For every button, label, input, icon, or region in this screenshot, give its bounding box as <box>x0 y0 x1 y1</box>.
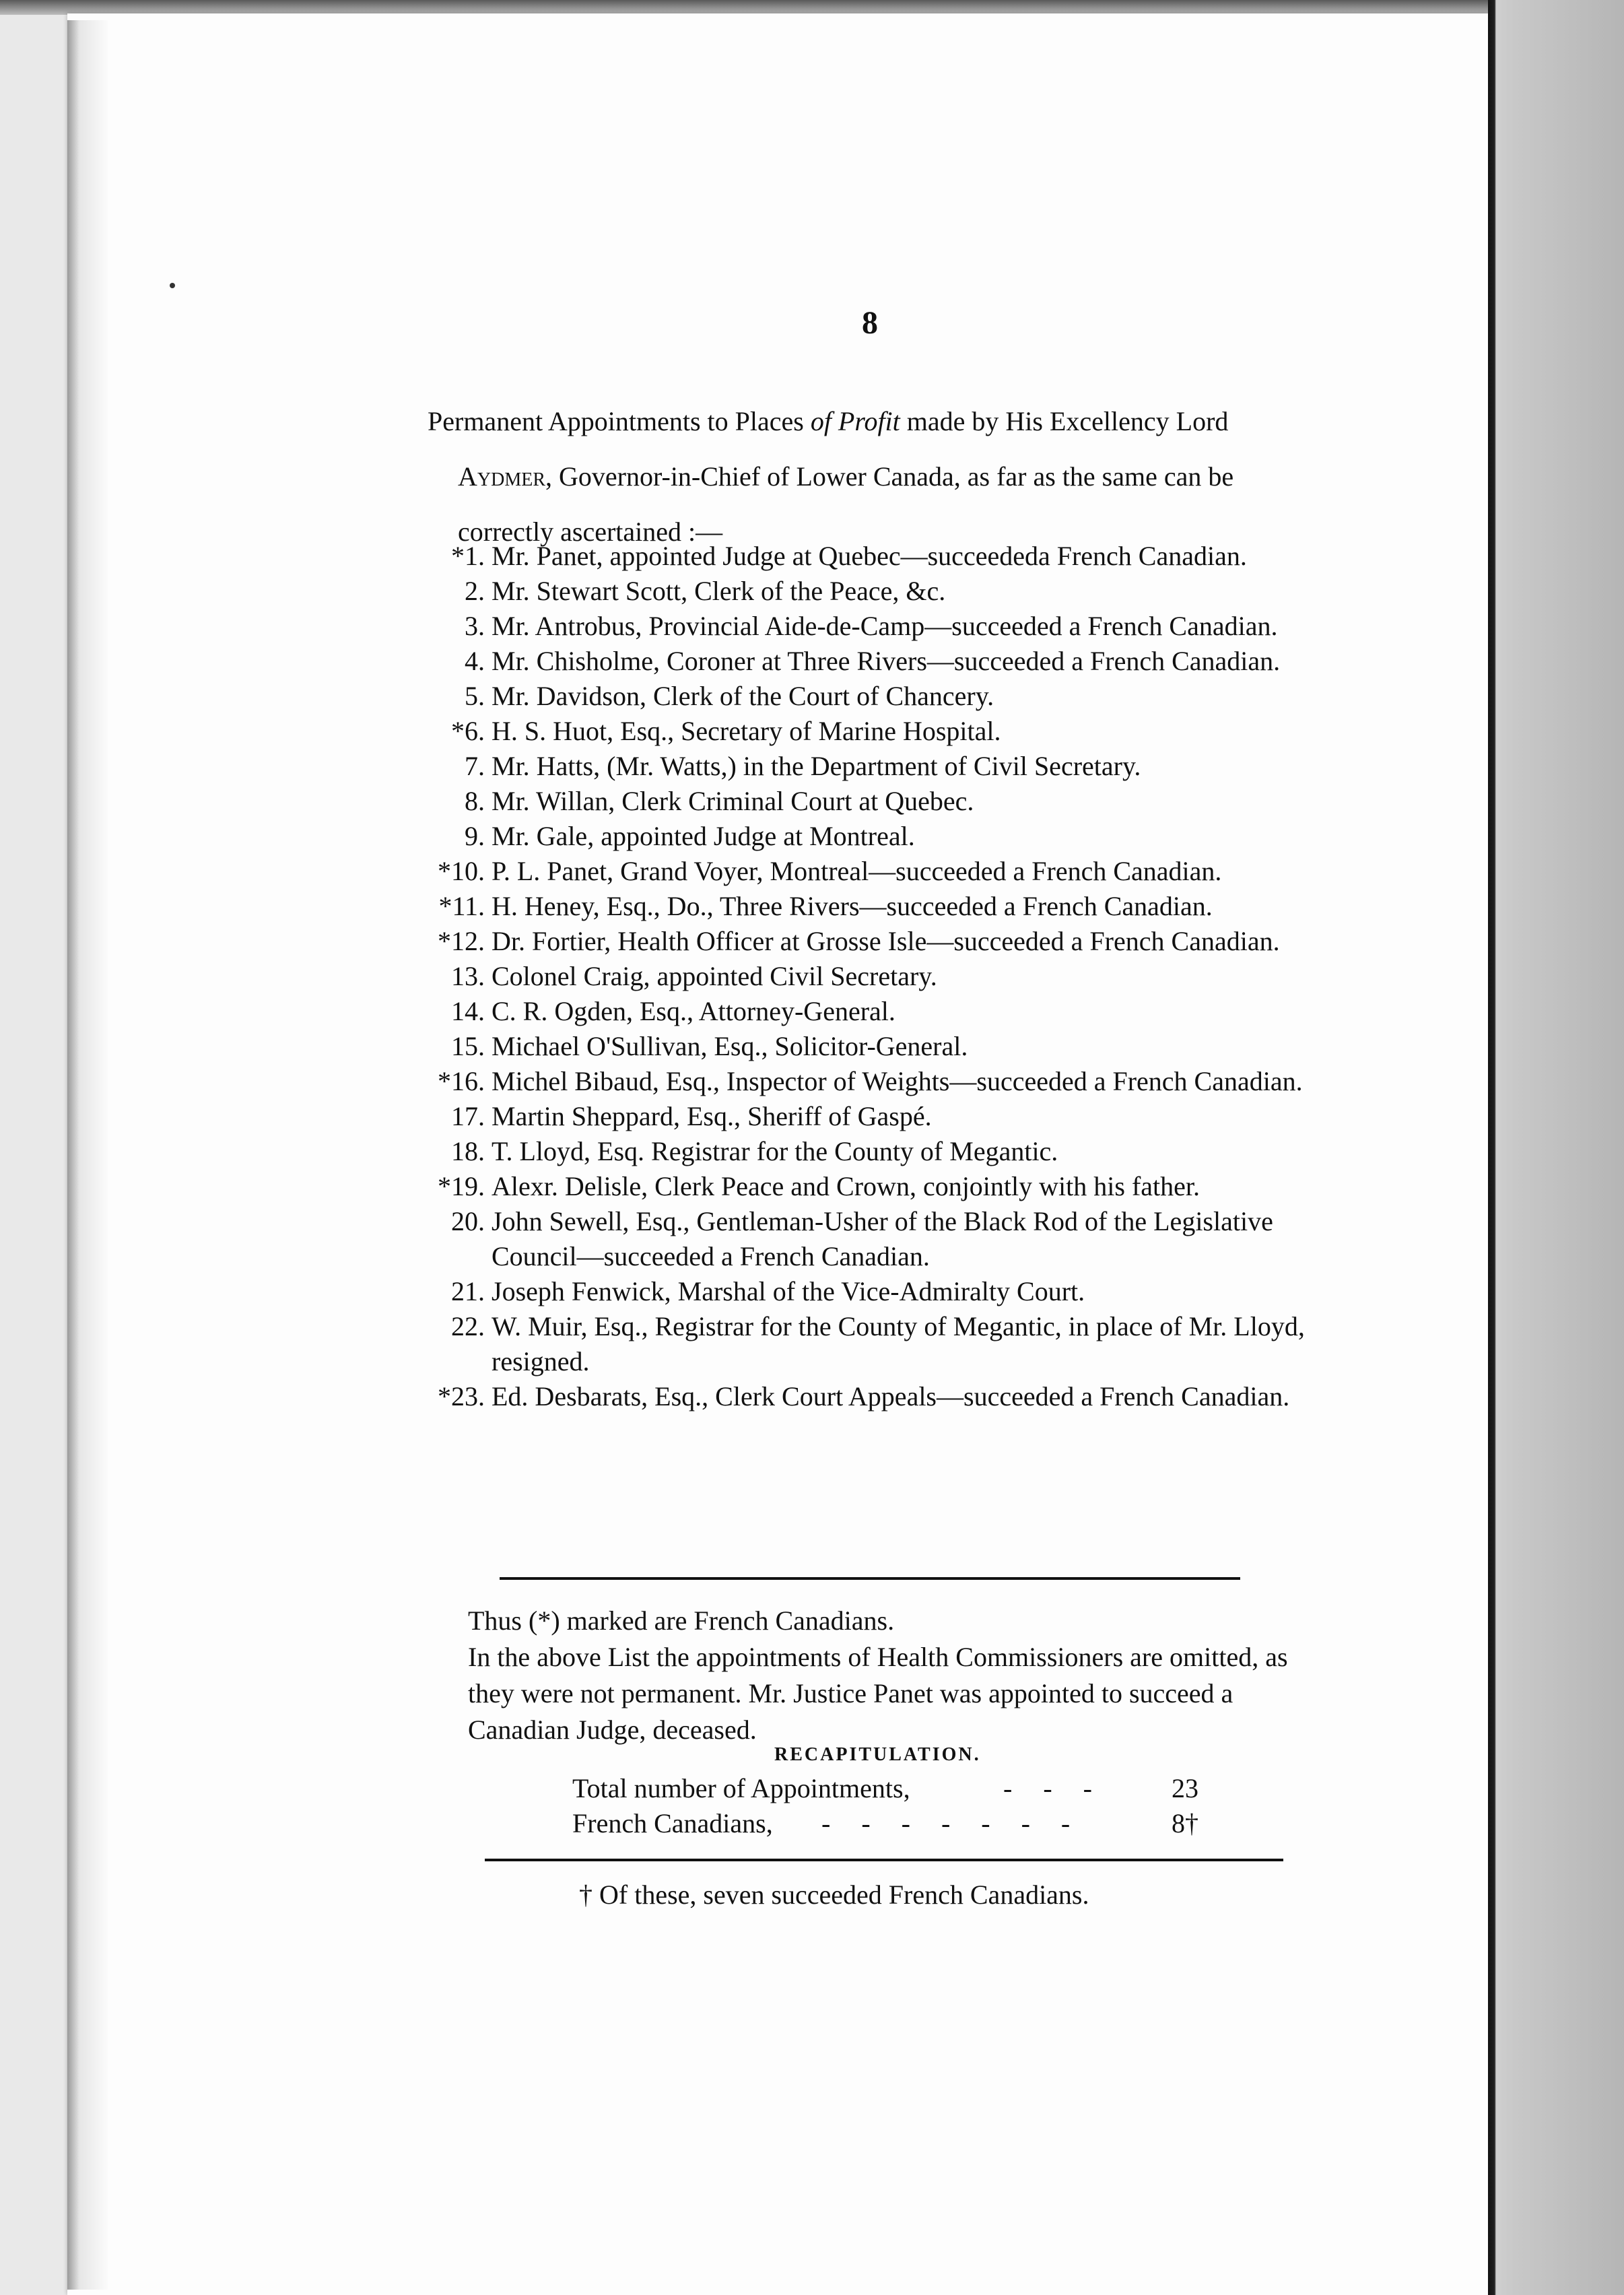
appointment-entry <box>431 679 1320 714</box>
divider-rule <box>485 1859 1283 1861</box>
intro-line-3: correctly ascertained :— <box>458 517 723 547</box>
appointment-number: 2. <box>465 576 485 606</box>
appointment-entry <box>431 1134 1320 1169</box>
appointment-number: 9. <box>465 821 485 851</box>
appointment-number: 14. <box>451 996 485 1026</box>
appointment-text: Colonel Craig, appointed Civil Secretary. <box>492 961 937 991</box>
intro-heading <box>428 394 1323 560</box>
recap-row <box>572 1771 1219 1806</box>
notes <box>444 1603 1333 1748</box>
appointment-number: *23. <box>438 1381 485 1411</box>
appointment-text: Joseph Fenwick, Marshal of the Vice-Admiralty Court. <box>492 1276 1085 1306</box>
recap-label: French Canadians, <box>572 1808 773 1838</box>
recap-dots: - - - - - - - <box>821 1808 1083 1838</box>
appointment-number: 20. <box>451 1206 485 1236</box>
appointment-number: 18. <box>451 1136 485 1166</box>
marked-note: Thus (*) marked are French Canadians. <box>468 1605 895 1636</box>
appointment-entry <box>431 1029 1320 1064</box>
intro-name: Aydmer, <box>458 461 553 492</box>
intro-text: made by His Excellency Lord <box>900 406 1229 436</box>
appointment-entry <box>431 714 1320 749</box>
appointment-text: Dr. Fortier, Health Officer at Grosse Isle—succeeded a French Canadian. <box>492 926 1280 956</box>
page-binding-shadow <box>67 20 108 2290</box>
ink-speck <box>170 283 175 288</box>
appointment-text: Michel Bibaud, Esq., Inspector of Weights—succeeded a French Canadian. <box>492 1066 1303 1096</box>
recapitulation-title: RECAPITULATION. <box>774 1744 981 1765</box>
appointment-entry <box>431 1274 1320 1309</box>
page-number: 8 <box>862 305 878 341</box>
appointment-entry <box>431 749 1320 784</box>
appointment-text: Mr. Chisholme, Coroner at Three Rivers—succeeded a French Canadian. <box>492 646 1281 676</box>
appointment-text: Mr. Stewart Scott, Clerk of the Peace, &c. <box>492 576 946 606</box>
appointment-text: Alexr. Delisle, Clerk Peace and Crown, conjointly with his father. <box>492 1171 1200 1201</box>
appointment-entry <box>431 1379 1320 1414</box>
intro-emphasis: of Profit <box>810 406 900 436</box>
appointment-text: Michael O'Sullivan, Esq., Solicitor-General. <box>492 1031 968 1061</box>
appointment-number: 3. <box>465 611 485 641</box>
appointment-entry <box>431 644 1320 679</box>
recap-value: 8† <box>1172 1808 1198 1838</box>
appointment-entry <box>431 959 1320 994</box>
scan-top-edge <box>0 0 1624 15</box>
recap-value: 23 <box>1172 1773 1198 1803</box>
recap-label: Total number of Appointments, <box>572 1773 910 1803</box>
appointment-number: 17. <box>451 1101 485 1131</box>
appointment-entry <box>431 784 1320 819</box>
footnote: † Of these, seven succeeded French Canadians. <box>579 1880 1089 1910</box>
appointment-entry <box>431 924 1320 959</box>
appointment-text: P. L. Panet, Grand Voyer, Montreal—succeeded a French Canadian. <box>492 856 1222 886</box>
appointment-entry <box>431 1169 1320 1204</box>
appointment-text: Mr. Davidson, Clerk of the Court of Chancery. <box>492 681 994 711</box>
appointment-number: 15. <box>451 1031 485 1061</box>
appointment-number: *11. <box>438 891 485 921</box>
omitted-note: In the above List the appointments of Health Commissioners are omitted, as they were not permanent. Mr. Justice Panet was appointed to succeed a Canadian Judge, deceased. <box>468 1642 1288 1745</box>
appointment-entry <box>431 854 1320 889</box>
appointment-entry <box>431 1309 1320 1379</box>
intro-line-2 <box>428 449 1323 504</box>
appointment-text: Martin Sheppard, Esq., Sheriff of Gaspé. <box>492 1101 932 1131</box>
appointment-number: *10. <box>438 856 485 886</box>
intro-line-1 <box>428 394 1323 449</box>
appointment-text: Mr. Gale, appointed Judge at Montreal. <box>492 821 915 851</box>
appointment-number: 5. <box>465 681 485 711</box>
intro-text: Permanent Appointments to Places <box>428 406 811 436</box>
recap-dots: - - - <box>1003 1773 1104 1803</box>
appointments-list <box>431 539 1320 1414</box>
appointment-entry <box>431 819 1320 854</box>
appointment-text: Mr. Hatts, (Mr. Watts,) in the Department of Civil Secretary. <box>492 751 1141 781</box>
appointment-text: H. S. Huot, Esq., Secretary of Marine Hospital. <box>492 716 1001 746</box>
appointment-number: *19. <box>438 1171 485 1201</box>
appointment-text: H. Heney, Esq., Do., Three Rivers—succeeded a French Canadian. <box>492 891 1213 921</box>
appointment-text: W. Muir, Esq., Registrar for the County of Megantic, in place of Mr. Lloyd, resigned. <box>492 1311 1305 1376</box>
appointment-entry <box>431 889 1320 924</box>
appointment-text: C. R. Ogden, Esq., Attorney-General. <box>492 996 895 1026</box>
appointment-number: 8. <box>465 786 485 816</box>
appointment-number: *16. <box>438 1066 485 1096</box>
appointment-entry <box>431 1099 1320 1134</box>
appointment-number: 7. <box>465 751 485 781</box>
recap-row <box>572 1806 1219 1841</box>
appointment-number: 4. <box>465 646 485 676</box>
appointment-number: *1. <box>451 541 485 571</box>
appointment-entry <box>431 1204 1320 1274</box>
appointment-entry <box>431 994 1320 1029</box>
appointment-entry <box>431 539 1320 574</box>
appointment-number: 21. <box>451 1276 485 1306</box>
appointment-entry <box>431 609 1320 644</box>
appointment-number: *6. <box>451 716 485 746</box>
appointment-entry <box>431 1064 1320 1099</box>
recapitulation-table <box>572 1771 1219 1841</box>
appointment-number: *12. <box>438 926 485 956</box>
appointment-number: 22. <box>451 1311 485 1341</box>
appointment-entry <box>431 574 1320 609</box>
divider-rule <box>500 1577 1240 1580</box>
appointment-number: 13. <box>451 961 485 991</box>
appointment-text: Ed. Desbarats, Esq., Clerk Court Appeals—succeeded a French Canadian. <box>492 1381 1290 1411</box>
appointment-text: John Sewell, Esq., Gentleman-Usher of the Black Rod of the Legislative Council—succeeded a French Canadian. <box>492 1206 1273 1271</box>
appointment-text: T. Lloyd, Esq. Registrar for the County of Megantic. <box>492 1136 1058 1166</box>
appointment-text: Mr. Antrobus, Provincial Aide-de-Camp—succeeded a French Canadian. <box>492 611 1278 641</box>
appointment-text: Mr. Willan, Clerk Criminal Court at Quebec. <box>492 786 974 816</box>
intro-text: Governor-in-Chief of Lower Canada, as far as the same can be <box>552 461 1234 492</box>
scan-right-edge <box>1488 0 1624 2295</box>
appointment-text: Mr. Panet, appointed Judge at Quebec—succeededa French Canadian. <box>492 541 1247 571</box>
